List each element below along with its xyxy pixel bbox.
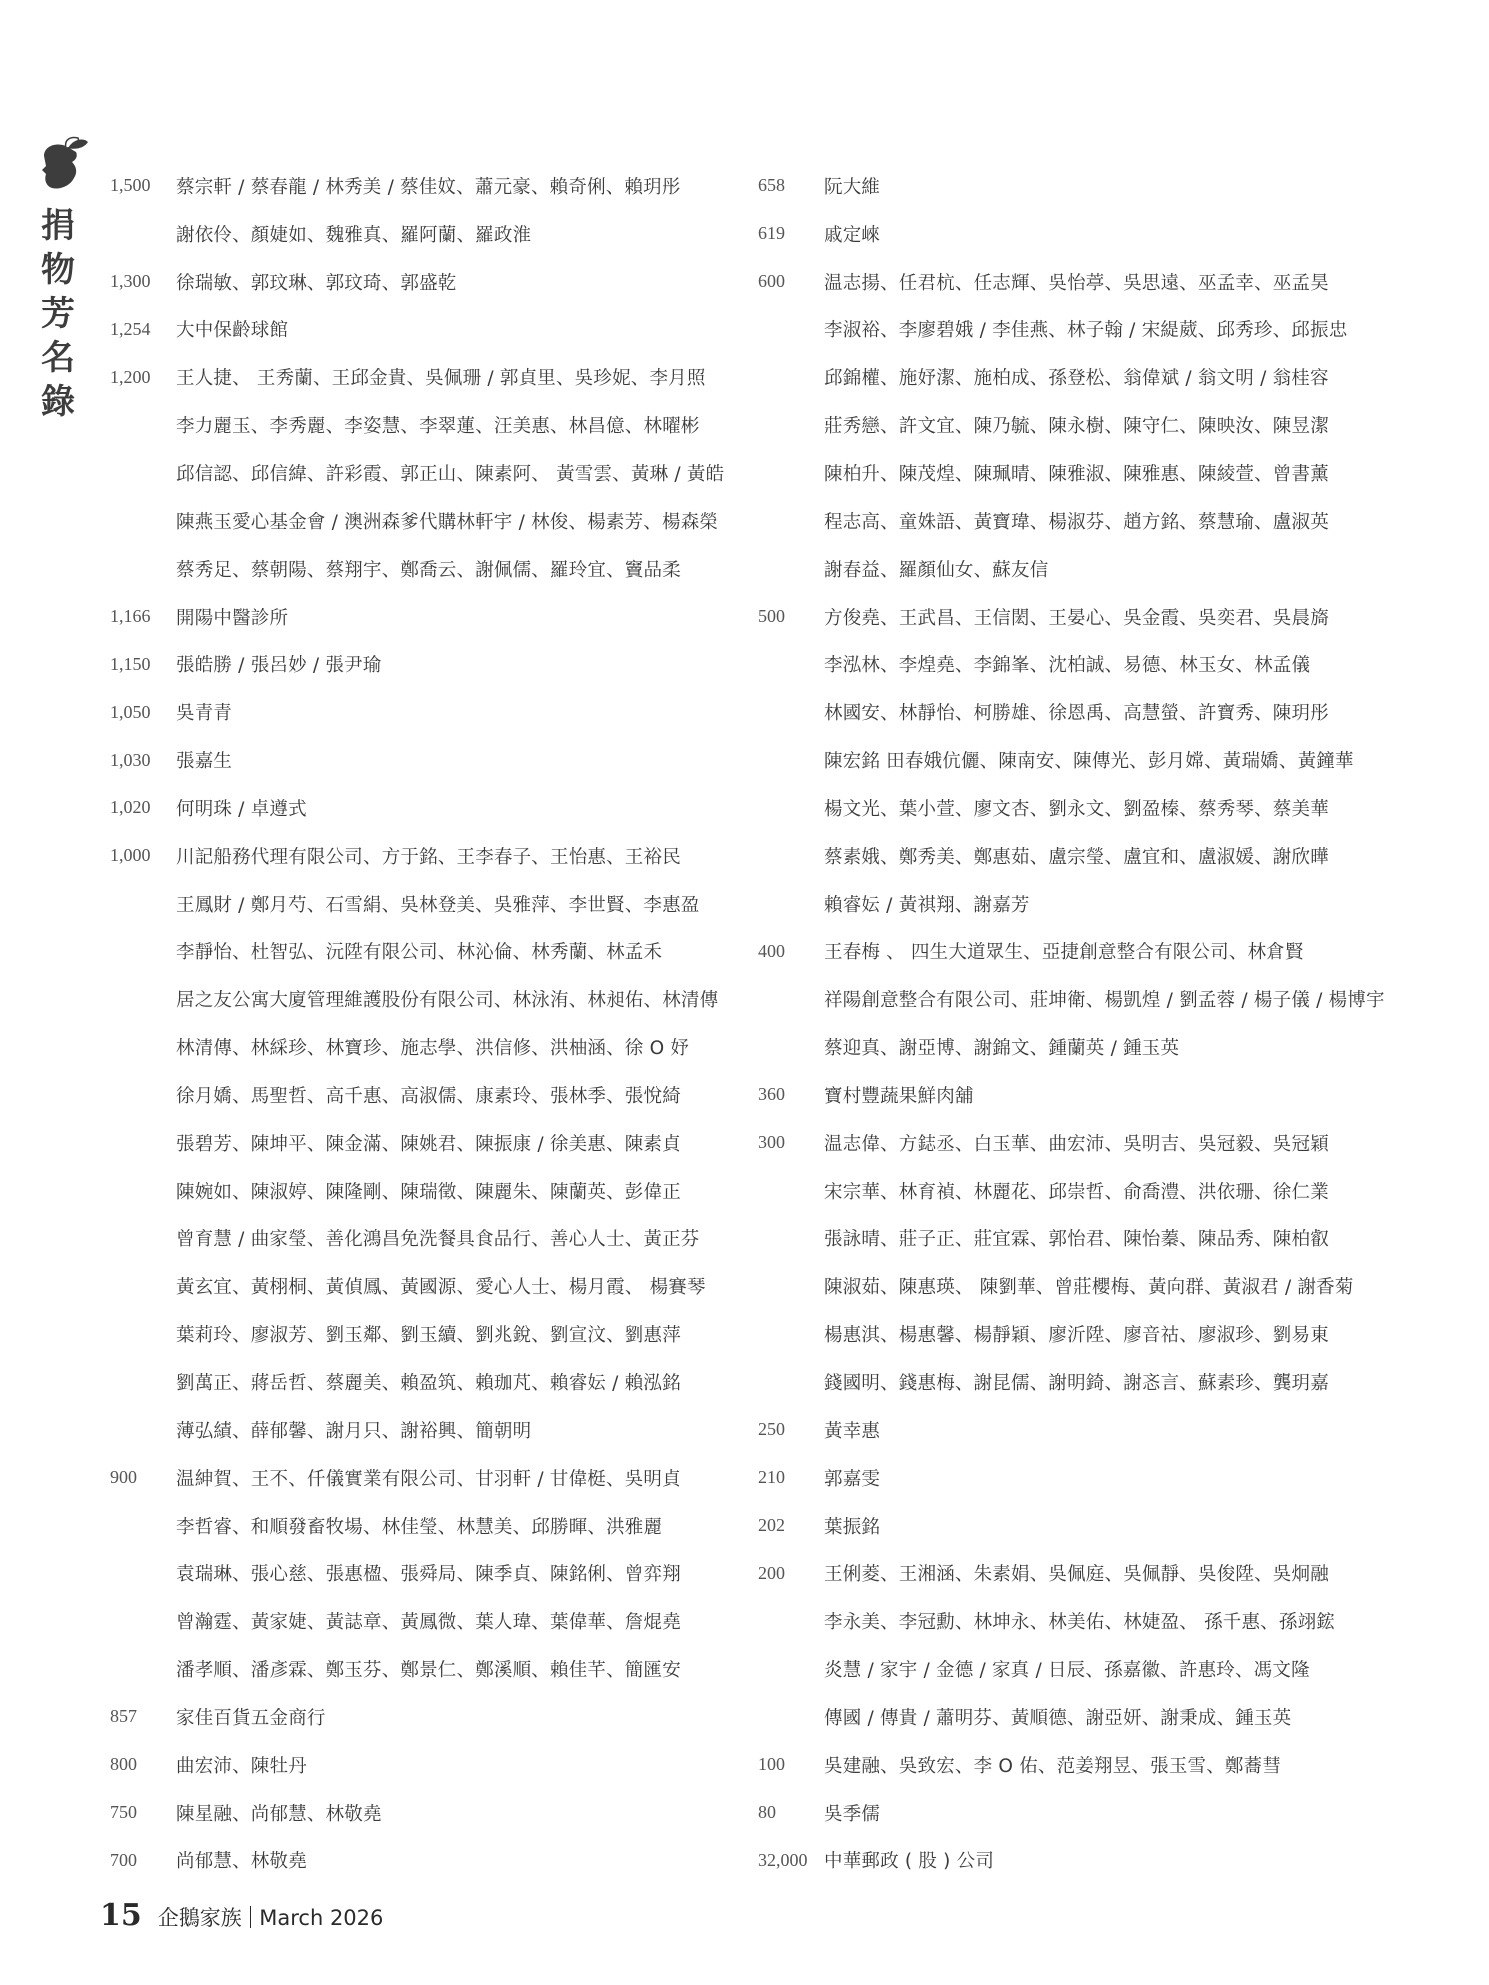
donation-row	[758, 1693, 1458, 1741]
donor-names: 劉萬正、蔣岳哲、蔡麗美、賴盈筑、賴珈芃、賴睿妘 / 賴泓銘	[176, 1373, 681, 1395]
donor-names: 林清傳、林綵珍、林寶珍、施志學、洪信修、洪柚涵、徐 O 妤	[176, 1038, 690, 1060]
donation-row	[110, 1454, 750, 1502]
donation-amount: 900	[110, 1467, 137, 1488]
donation-row	[758, 1310, 1458, 1358]
donation-row	[758, 1837, 1458, 1885]
donor-names: 阮大維	[824, 176, 881, 198]
donation-row	[110, 975, 750, 1023]
donation-row	[758, 1167, 1458, 1215]
donation-row	[758, 1597, 1458, 1645]
donation-row	[110, 1358, 750, 1406]
donation-amount: 400	[758, 940, 785, 961]
page-footer	[100, 1898, 383, 1933]
donation-row	[758, 975, 1458, 1023]
donation-amount: 800	[110, 1754, 137, 1775]
donor-names: 大中保齡球館	[176, 320, 289, 342]
donation-amount: 360	[758, 1084, 785, 1105]
donation-row	[110, 258, 750, 306]
donor-names: 陳燕玉愛心基金會 / 澳洲森爹代購林軒宇 / 林俊、楊素芳、楊森榮	[176, 511, 719, 533]
donation-row	[758, 545, 1458, 593]
donor-list-left	[110, 162, 750, 1884]
donor-names: 郭嘉雯	[824, 1468, 881, 1490]
donation-row	[758, 1262, 1458, 1310]
donation-row	[110, 640, 750, 688]
donor-names: 蔡素娥、鄭秀美、鄭惠茹、盧宗瑩、盧宜和、盧淑媛、謝欣曄	[824, 846, 1329, 868]
donation-row	[110, 1502, 750, 1550]
donor-names: 徐月嬌、馬聖哲、高千惠、高淑儒、康素玲、張林季、張悅綺	[176, 1085, 681, 1107]
donor-names: 邱信認、邱信緯、許彩霞、郭正山、陳素阿、 黃雪雲、黃琳 / 黃皓	[176, 463, 725, 485]
donor-names: 王春梅 、 四生大道眾生、亞捷創意整合有限公司、林倉賢	[824, 942, 1304, 964]
donor-names: 林國安、林靜怡、柯勝雄、徐恩禹、高慧螢、許寶秀、陳玥彤	[824, 703, 1329, 725]
donation-row	[110, 1741, 750, 1789]
donor-names: 莊秀戀、許文宜、陳乃毓、陳永樹、陳守仁、陳映汝、陳昱潔	[824, 416, 1329, 438]
title-char: 物	[41, 250, 75, 290]
donor-names: 吳青青	[176, 703, 233, 725]
donor-names: 張嘉生	[176, 751, 233, 773]
donor-names: 何明珠 / 卓遵式	[176, 798, 307, 820]
donation-row	[758, 880, 1458, 928]
donor-names: 薄弘績、薛郁馨、謝月只、謝裕興、簡朝明	[176, 1420, 532, 1442]
donation-row	[110, 497, 750, 545]
donor-names: 川記船務代理有限公司、方于銘、王李春子、王怡惠、王裕民	[176, 846, 681, 868]
donor-names: 楊文光、葉小萱、廖文杏、劉永文、劉盈榛、蔡秀琴、蔡美華	[824, 798, 1329, 820]
donation-row	[110, 1693, 750, 1741]
donation-row	[758, 258, 1458, 306]
issue-date: March 2026	[259, 1906, 384, 1930]
donation-row	[758, 210, 1458, 258]
donor-names: 吳建融、吳致宏、李 O 佑、范姜翔昱、張玉雪、鄭蕎彗	[824, 1755, 1282, 1777]
donation-amount: 1,500	[110, 175, 151, 196]
donation-amount: 250	[758, 1419, 785, 1440]
donation-row	[110, 593, 750, 641]
donation-row	[110, 353, 750, 401]
donation-row	[110, 1119, 750, 1167]
donor-names: 王鳳財 / 鄭月芍、石雪絹、吳林登美、吳雅萍、李世賢、李惠盈	[176, 894, 700, 916]
donation-row	[758, 1358, 1458, 1406]
donor-names: 戚定崍	[824, 224, 881, 246]
donation-row	[758, 306, 1458, 354]
donor-names: 邱錦權、施妤潔、施柏成、孫登松、翁偉斌 / 翁文明 / 翁桂容	[824, 368, 1329, 390]
donor-names: 程志高、童姝語、黃寶瑋、楊淑芬、趙方銘、蔡慧瑜、盧淑英	[824, 511, 1329, 533]
donation-row	[758, 162, 1458, 210]
donor-names: 陳婉如、陳淑婷、陳隆剛、陳瑞徵、陳麗朱、陳蘭英、彭偉正	[176, 1181, 681, 1203]
donation-row	[758, 497, 1458, 545]
donor-names: 張詠晴、莊子正、莊宜霖、郭怡君、陳怡蓁、陳品秀、陳柏叡	[824, 1229, 1329, 1251]
donation-amount: 857	[110, 1706, 137, 1727]
donor-names: 炎慧 / 家宇 / 金德 / 家真 / 日辰、孫嘉徽、許惠玲、馮文隆	[824, 1660, 1310, 1682]
donor-names: 錢國明、錢惠梅、謝昆儒、謝明錡、謝忞言、蘇素珍、龔玥嘉	[824, 1373, 1329, 1395]
donation-amount: 1,254	[110, 318, 151, 339]
donation-row	[110, 162, 750, 210]
donor-names: 曾瀚霆、黃家婕、黃誌章、黃鳳微、葉人瑋、葉偉華、詹焜堯	[176, 1612, 681, 1634]
donation-row	[758, 640, 1458, 688]
donor-names: 祥陽創意整合有限公司、莊坤衛、楊凱煌 / 劉孟蓉 / 楊子儀 / 楊博宇	[824, 990, 1385, 1012]
donation-row	[110, 1215, 750, 1263]
donor-names: 王人捷、 王秀蘭、王邱金貴、吳佩珊 / 郭貞里、吳珍妮、李月照	[176, 368, 706, 390]
donor-names: 黃幸惠	[824, 1420, 881, 1442]
donation-row	[758, 593, 1458, 641]
donor-names: 張皓勝 / 張呂妙 / 張尹瑜	[176, 655, 382, 677]
donation-row	[110, 1597, 750, 1645]
donation-amount: 1,050	[110, 701, 151, 722]
donor-names: 温志揚、任君杭、任志輝、吳怡葶、吳思遠、巫孟幸、巫孟昊	[824, 272, 1329, 294]
sidebar	[38, 136, 94, 424]
donation-amount: 619	[758, 223, 785, 244]
donor-names: 温紳賀、王不、仟儀實業有限公司、甘羽軒 / 甘偉梃、吳明貞	[176, 1468, 681, 1490]
donor-names: 寶村豐蔬果鮮肉舖	[824, 1085, 974, 1107]
donor-names: 蔡秀足、蔡朝陽、蔡翔宇、鄭喬云、謝佩儒、羅玲宜、竇品柔	[176, 559, 681, 581]
donation-amount: 210	[758, 1467, 785, 1488]
donation-row	[758, 1454, 1458, 1502]
donation-row	[758, 1789, 1458, 1837]
donation-row	[110, 545, 750, 593]
donation-row	[110, 736, 750, 784]
sprout-head-icon	[38, 136, 90, 192]
donor-names: 蔡宗軒 / 蔡春龍 / 林秀美 / 蔡佳妏、蕭元豪、賴奇俐、賴玥彤	[176, 176, 681, 198]
title-char: 名	[41, 338, 75, 378]
donation-row	[110, 1310, 750, 1358]
title-char: 捐	[41, 206, 75, 246]
donation-row	[110, 1406, 750, 1454]
donor-names: 傳國 / 傳貴 / 蕭明芬、黃順德、謝亞妍、謝秉成、鍾玉英	[824, 1707, 1292, 1729]
donor-names: 李力麗玉、李秀麗、李姿慧、李翠蓮、汪美惠、林昌億、林曜彬	[176, 416, 700, 438]
donor-list-right	[758, 162, 1458, 1884]
donation-row	[110, 401, 750, 449]
donor-names: 中華郵政 ( 股 ) 公司	[824, 1851, 995, 1873]
donor-names: 李永美、李冠勳、林坤永、林美佑、林婕盈、 孫千惠、孫翊鋐	[824, 1612, 1335, 1634]
donor-names: 陳淑茹、陳惠瑛、 陳劉華、曾莊櫻梅、黃向群、黃淑君 / 謝香菊	[824, 1277, 1354, 1299]
donation-row	[110, 688, 750, 736]
donor-names: 袁瑞琳、張心慈、張惠楹、張舜局、陳季貞、陳銘俐、曾弈翔	[176, 1564, 681, 1586]
donor-names: 楊惠淇、楊惠馨、楊靜穎、廖沂陞、廖音祜、廖淑珍、劉易東	[824, 1325, 1329, 1347]
donation-row	[758, 784, 1458, 832]
donation-row	[110, 1789, 750, 1837]
donor-names: 温志偉、方鋕丞、白玉華、曲宏沛、吳明吉、吳冠毅、吳冠穎	[824, 1133, 1329, 1155]
page-title	[38, 204, 78, 424]
title-char: 錄	[41, 382, 75, 422]
donor-names: 賴睿妘 / 黃祺翔、謝嘉芳	[824, 894, 1030, 916]
donor-names: 吳季儒	[824, 1803, 881, 1825]
donation-row	[110, 784, 750, 832]
donor-names: 宋宗華、林育禎、林麗花、邱崇哲、俞喬澧、洪依珊、徐仁業	[824, 1181, 1329, 1203]
donor-names: 黃玄宜、黃栩桐、黃偵鳳、黃國源、愛心人士、楊月霞、 楊賽琴	[176, 1277, 706, 1299]
donation-row	[110, 1645, 750, 1693]
donation-amount: 1,150	[110, 653, 151, 674]
donation-row	[110, 1071, 750, 1119]
donor-names: 居之友公寓大廈管理維護股份有限公司、林泳洧、林昶佑、林清傳	[176, 990, 719, 1012]
donation-row	[110, 306, 750, 354]
donation-row	[758, 401, 1458, 449]
donation-row	[110, 1837, 750, 1885]
donor-names: 謝春益、羅顏仙女、蘇友信	[824, 559, 1049, 581]
donation-amount: 100	[758, 1754, 785, 1775]
donor-names: 陳星融、尚郁慧、林敬堯	[176, 1803, 382, 1825]
donation-row	[110, 1262, 750, 1310]
donation-row	[758, 1645, 1458, 1693]
donor-names: 李靜怡、杜智弘、沅陞有限公司、林沁倫、林秀蘭、林孟禾	[176, 942, 663, 964]
donor-names: 蔡迎真、謝亞博、謝錦文、鍾蘭英 / 鍾玉英	[824, 1038, 1180, 1060]
donor-names: 潘孝順、潘彥霖、鄭玉芬、鄭景仁、鄭溪順、賴佳芊、簡匯安	[176, 1660, 681, 1682]
donation-row	[758, 449, 1458, 497]
donation-amount: 1,030	[110, 749, 151, 770]
donation-row	[110, 210, 750, 258]
donation-row	[110, 880, 750, 928]
donor-names: 曾育慧 / 曲家瑩、善化鴻昌免洗餐具食品行、善心人士、黃正芬	[176, 1229, 700, 1251]
magazine-name: 企鵝家族	[157, 1906, 242, 1930]
donation-amount: 600	[758, 271, 785, 292]
donation-row	[110, 1549, 750, 1597]
donor-names: 葉振銘	[824, 1516, 881, 1538]
donation-row	[758, 1071, 1458, 1119]
donation-row	[758, 353, 1458, 401]
donor-names: 謝依伶、顏婕如、魏雅真、羅阿蘭、羅政淮	[176, 224, 532, 246]
donation-row	[758, 832, 1458, 880]
donation-row	[758, 928, 1458, 976]
donation-amount: 300	[758, 1132, 785, 1153]
donation-row	[758, 688, 1458, 736]
donation-amount: 1,166	[110, 606, 151, 627]
donor-names: 尚郁慧、林敬堯	[176, 1851, 307, 1873]
donor-names: 張碧芳、陳坤平、陳金滿、陳姚君、陳振康 / 徐美惠、陳素貞	[176, 1133, 681, 1155]
donor-names: 開陽中醫診所	[176, 607, 289, 629]
donation-amount: 750	[110, 1802, 137, 1823]
donation-row	[758, 1119, 1458, 1167]
donor-names: 葉莉玲、廖淑芳、劉玉鄰、劉玉續、劉兆銳、劉宣汶、劉惠萍	[176, 1325, 681, 1347]
donation-row	[758, 1549, 1458, 1597]
donation-row	[110, 1167, 750, 1215]
donation-row	[110, 1023, 750, 1071]
title-char: 芳	[41, 294, 75, 334]
footer-divider	[250, 1906, 252, 1928]
donor-names: 李泓林、李煌堯、李錦峯、沈柏誠、易德、林玉女、林孟儀	[824, 655, 1311, 677]
donation-amount: 1,020	[110, 797, 151, 818]
donation-amount: 80	[758, 1802, 776, 1823]
donation-row	[758, 1502, 1458, 1550]
donation-amount: 500	[758, 606, 785, 627]
donation-row	[110, 928, 750, 976]
donor-names: 李淑裕、李廖碧娥 / 李佳燕、林子翰 / 宋緹葳、邱秀珍、邱振忠	[824, 320, 1348, 342]
donation-row	[758, 1215, 1458, 1263]
donor-names: 陳宏銘 田春娥伉儷、陳南安、陳傳光、彭月嫦、黃瑞嬌、黃鐘華	[824, 751, 1354, 773]
donor-names: 李哲睿、和順發畜牧場、林佳瑩、林慧美、邱勝暉、洪雅麗	[176, 1516, 663, 1538]
donation-row	[758, 736, 1458, 784]
donor-names: 陳柏升、陳茂煌、陳珮晴、陳雅淑、陳雅惠、陳綾萱、曾書薰	[824, 463, 1329, 485]
donor-names: 徐瑞敏、郭玟琳、郭玟琦、郭盛乾	[176, 272, 457, 294]
donation-row	[110, 832, 750, 880]
donation-row	[758, 1741, 1458, 1789]
donation-amount: 1,200	[110, 366, 151, 387]
donor-names: 家佳百貨五金商行	[176, 1707, 326, 1729]
page-number: 15	[100, 1898, 142, 1933]
donation-amount: 32,000	[758, 1849, 808, 1870]
donation-row	[758, 1023, 1458, 1071]
donation-amount: 658	[758, 175, 785, 196]
donation-row	[110, 449, 750, 497]
donor-names: 曲宏沛、陳牡丹	[176, 1755, 307, 1777]
donor-names: 方俊堯、王武昌、王信閎、王晏心、吳金霞、吳奕君、吳晨旖	[824, 607, 1329, 629]
donation-amount: 700	[110, 1849, 137, 1870]
donor-names: 王俐菱、王湘涵、朱素娟、吳佩庭、吳佩靜、吳俊陞、吳炯融	[824, 1564, 1329, 1586]
donation-amount: 200	[758, 1562, 785, 1583]
donation-row	[758, 1406, 1458, 1454]
donation-amount: 1,300	[110, 271, 151, 292]
donation-amount: 202	[758, 1515, 785, 1536]
donation-amount: 1,000	[110, 845, 151, 866]
